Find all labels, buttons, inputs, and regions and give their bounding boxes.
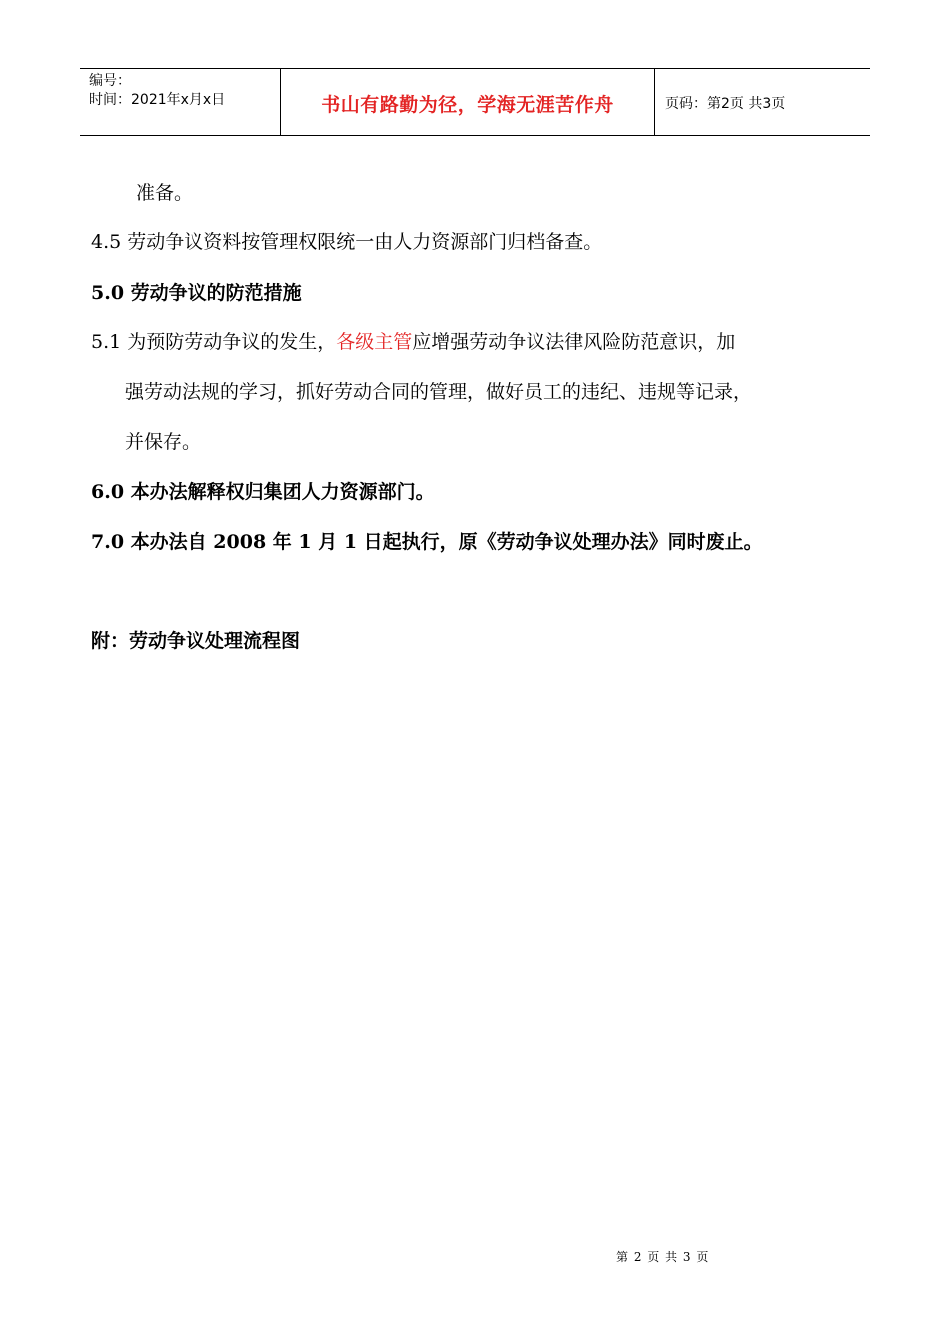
- paragraph-5-1-prefix: 5.1 为预防劳动争议的发生，: [91, 331, 337, 353]
- page-header: [80, 68, 870, 136]
- page-footer: 第 2 页 共 3 页: [616, 1250, 710, 1264]
- paragraph-4-5: 4.5 劳动争议资料按管理权限统一由人力资源部门归档备查。: [91, 231, 603, 253]
- paragraph-5-1-line-1: [91, 330, 735, 354]
- header-page-info: 页码：第2页 共3页: [665, 96, 786, 112]
- header-motto-cell: [281, 69, 655, 135]
- appendix-heading: 附：劳动争议处理流程图: [91, 630, 301, 652]
- document-number-label: 编号：: [89, 73, 131, 89]
- header-motto: 书山有路勤为径，学海无涯苦作舟: [321, 93, 614, 116]
- paragraph-5-1-line-2: 强劳动法规的学习，抓好劳动合同的管理，做好员工的违纪、违规等记录，: [125, 381, 753, 403]
- section-heading-7-0: 7.0 本办法自 2008 年 1 月 1 日起执行，原《劳动争议处理办法》同时废止。: [91, 531, 763, 553]
- section-heading-6-0: 6.0 本办法解释权归集团人力资源部门。: [91, 481, 435, 503]
- header-page-cell: [655, 69, 870, 135]
- paragraph-5-1-highlight: 各级主管: [336, 331, 413, 353]
- header-meta-cell: [80, 69, 281, 135]
- paragraph-5-1-suffix: 应增强劳动争议法律风险防范意识，加: [412, 331, 736, 353]
- paragraph-continuation: 准备。: [136, 182, 194, 204]
- paragraph-5-1-line-3: 并保存。: [125, 431, 202, 453]
- section-heading-5-0: 5.0 劳动争议的防范措施: [91, 282, 302, 304]
- document-date-label: 时间：2021年x月x日: [89, 92, 226, 108]
